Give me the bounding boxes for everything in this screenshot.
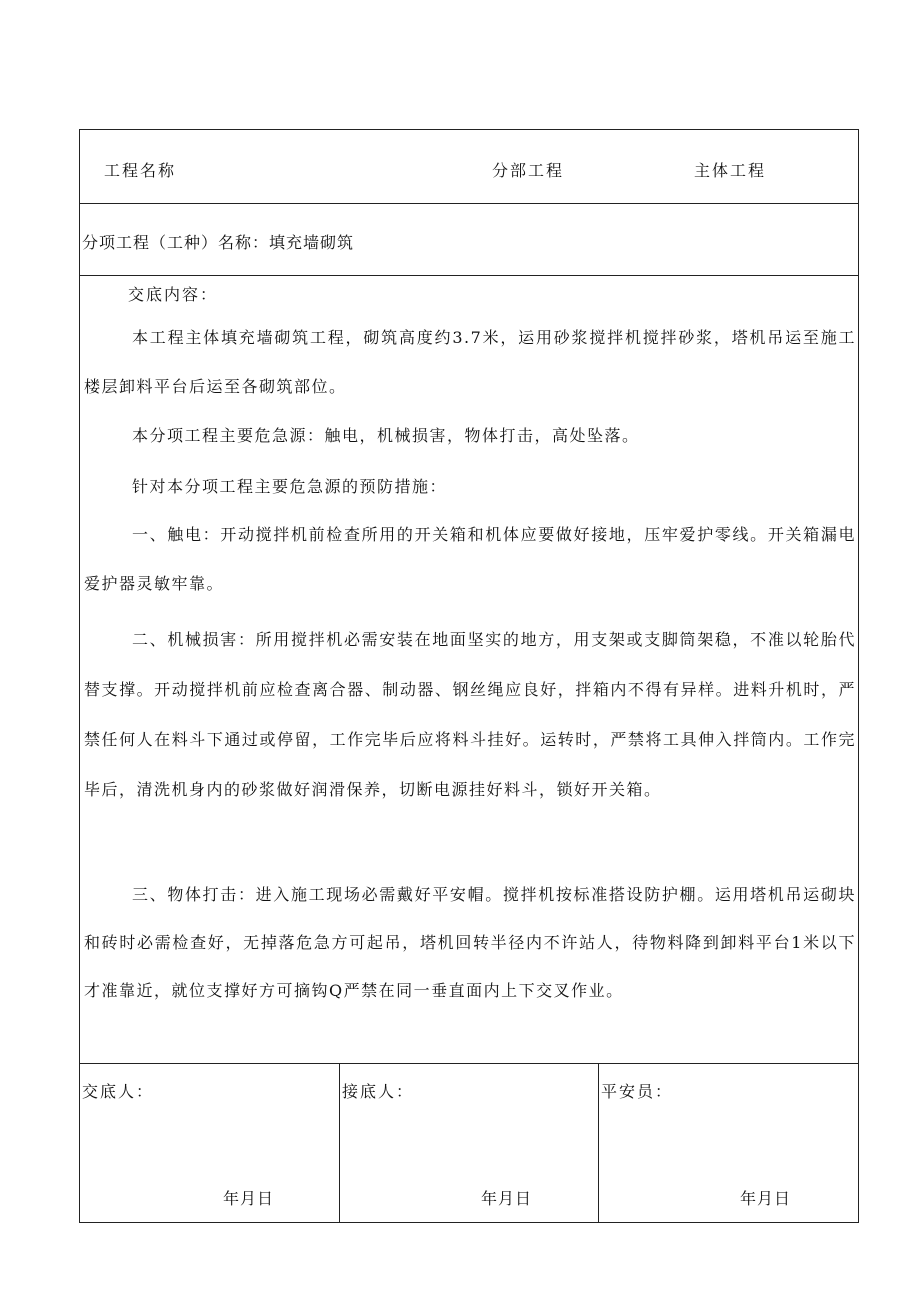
project-name-label: 工程名称 [104, 161, 177, 180]
paragraph-electric-shock: 一、触电：开动搅拌机前检查所用的开关箱和机体应要做好接地，压牢爱护零线。开关箱漏电爱护器灵敏牢靠。 [84, 525, 856, 593]
paragraph-overview: 本工程主体填充墙砌筑工程，砌筑高度约3.7米，运用砂浆搅拌机搅拌砂浆，塔机吊运至施工楼层卸料平台后运至各砌筑部位。 [84, 328, 856, 396]
receiver-cell [340, 1064, 599, 1222]
safety-officer-cell [599, 1064, 858, 1222]
signature-row [80, 1064, 858, 1222]
discloser-cell [80, 1064, 340, 1222]
division-value: 主体工程 [694, 161, 767, 180]
paragraph-hazards: 本分项工程主要危急源：触电，机械损害，物体打击，高处坠落。 [132, 426, 640, 445]
division-label: 分部工程 [492, 161, 565, 180]
header-row [80, 130, 858, 204]
safety-officer-date: 年月日 [740, 1189, 792, 1208]
sub-item-name: 分项工程（工种）名称：填充墙砌筑 [82, 233, 355, 252]
receiver-date: 年月日 [481, 1189, 533, 1208]
discloser-date: 年月日 [223, 1189, 275, 1208]
receiver-label: 接底人： [342, 1082, 415, 1101]
sub-item-row [80, 204, 858, 276]
paragraph-mechanical-injury: 二、机械损害：所用搅拌机必需安装在地面坚实的地方，用支架或支脚筒架稳，不准以轮胎代替支撑。开动搅拌机前应检查离合器、制动器、钢丝绳应良好，拌箱内不得有异样。进料升机时，严禁任何人在料斗下通过或停留，工作完毕后应将料斗挂好。运转时，严禁将工具伸入拌筒内。工作完毕后，清洗机身内的砂浆做好润滑保养，切断电源挂好料斗，锁好开关箱。 [84, 630, 856, 799]
discloser-label: 交底人： [82, 1082, 155, 1101]
disclosure-form [79, 129, 859, 1223]
content-row [80, 276, 858, 1064]
content-intro-label: 交底内容： [128, 285, 219, 304]
paragraph-object-strike: 三、物体打击：进入施工现场必需戴好平安帽。搅拌机按标准搭设防护棚。运用塔机吊运砌块和砖时必需检查好，无掉落危急方可起吊，塔机回转半径内不许站人，待物料降到卸料平台1米以下才准靠近，就位支撑好方可摘钩Q严禁在同一垂直面内上下交叉作业。 [84, 885, 856, 1000]
safety-officer-label: 平安员： [601, 1082, 674, 1101]
paragraph-measures-intro: 针对本分项工程主要危急源的预防措施： [132, 477, 448, 496]
